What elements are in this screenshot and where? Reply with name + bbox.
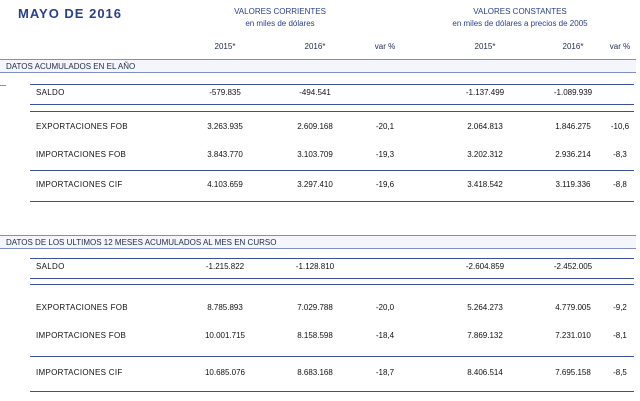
cell: 3.202.312 (467, 150, 503, 159)
cell: 1.846.275 (555, 122, 591, 131)
divider (30, 201, 634, 202)
row-label: IMPORTACIONES CIF (36, 180, 123, 189)
cell: -1.137.499 (465, 88, 505, 97)
section-title: DATOS ACUMULADOS EN EL AÑO (0, 59, 636, 73)
group-title: VALORES CONSTANTES (473, 7, 567, 16)
cell: 3.103.709 (297, 150, 333, 159)
cell: -18,7 (375, 368, 395, 377)
group-header-corrientes (210, 6, 350, 30)
cell: -8,5 (613, 368, 627, 377)
cell: -8,3 (613, 150, 627, 159)
cell: 7.869.132 (467, 331, 503, 340)
column-header: var % (374, 42, 396, 51)
cell: 2.609.168 (297, 122, 333, 131)
cell: 3.263.935 (207, 122, 243, 131)
cell: -10,6 (610, 122, 630, 131)
cell: -1.089.939 (553, 88, 593, 97)
table-row (30, 84, 634, 102)
cell: -8,8 (613, 180, 627, 189)
divider (30, 111, 634, 112)
column-headers (30, 38, 634, 56)
cell: -18,4 (375, 331, 395, 340)
cell: 3.843.770 (207, 150, 243, 159)
cell: -9,2 (613, 303, 627, 312)
divider (30, 391, 634, 392)
table-row (30, 299, 634, 317)
cell: 3.297.410 (297, 180, 333, 189)
cell: 8.406.514 (467, 368, 503, 377)
cell: 2.936.214 (555, 150, 591, 159)
cell: 5.264.273 (467, 303, 503, 312)
group-subtitle: en miles de dólares (245, 19, 315, 28)
table-row (30, 364, 634, 382)
table-row (30, 327, 634, 345)
group-header-constantes (430, 6, 610, 30)
cell: 7.029.788 (297, 303, 333, 312)
cell: -8,1 (613, 331, 627, 340)
group-title: VALORES CORRIENTES (234, 7, 326, 16)
cell: -20,0 (375, 303, 395, 312)
cell: -1.128.810 (295, 262, 335, 271)
page-title: MAYO DE 2016 (18, 6, 123, 21)
cell: 8.158.598 (297, 331, 333, 340)
column-header: 2015* (474, 42, 496, 51)
cell: 4.779.005 (555, 303, 591, 312)
table-row (30, 258, 634, 276)
divider (30, 278, 634, 279)
cell: -2.604.859 (465, 262, 505, 271)
table-row (30, 146, 634, 164)
group-subtitle: en miles de dólares a precios de 2005 (452, 19, 588, 28)
divider (30, 104, 634, 105)
cell: 8.785.893 (207, 303, 243, 312)
cell: -1.215.822 (205, 262, 245, 271)
column-header: var % (609, 42, 631, 51)
column-header: 2016* (562, 42, 584, 51)
row-label: IMPORTACIONES CIF (36, 368, 123, 377)
cell: 3.418.542 (467, 180, 503, 189)
cell: -579.835 (209, 88, 241, 97)
row-label: IMPORTACIONES FOB (36, 150, 127, 159)
cell: 8.683.168 (297, 368, 333, 377)
cell: 10.685.076 (204, 368, 246, 377)
divider (0, 85, 6, 86)
table-row (30, 118, 634, 136)
cell: -19,6 (375, 180, 395, 189)
divider (30, 284, 634, 285)
cell: -494.541 (299, 88, 331, 97)
table-row (30, 176, 634, 194)
row-label: EXPORTACIONES FOB (36, 303, 128, 312)
cell: 10.001.715 (204, 331, 246, 340)
column-header: 2016* (304, 42, 326, 51)
row-label: SALDO (36, 88, 65, 97)
divider (30, 170, 634, 171)
cell: -20,1 (375, 122, 395, 131)
cell: 3.119.336 (555, 180, 591, 189)
row-label: SALDO (36, 262, 65, 271)
cell: -2.452.005 (553, 262, 593, 271)
divider (30, 356, 634, 357)
cell: -19,3 (375, 150, 395, 159)
cell: 7.231.010 (555, 331, 591, 340)
row-label: IMPORTACIONES FOB (36, 331, 127, 340)
row-label: EXPORTACIONES FOB (36, 122, 128, 131)
cell: 7.695.158 (555, 368, 591, 377)
column-header: 2015* (214, 42, 236, 51)
section-title: DATOS DE LOS ULTIMOS 12 MESES ACUMULADOS AL MES EN CURSO (0, 235, 636, 249)
cell: 2.064.813 (467, 122, 503, 131)
cell: 4.103.659 (207, 180, 243, 189)
